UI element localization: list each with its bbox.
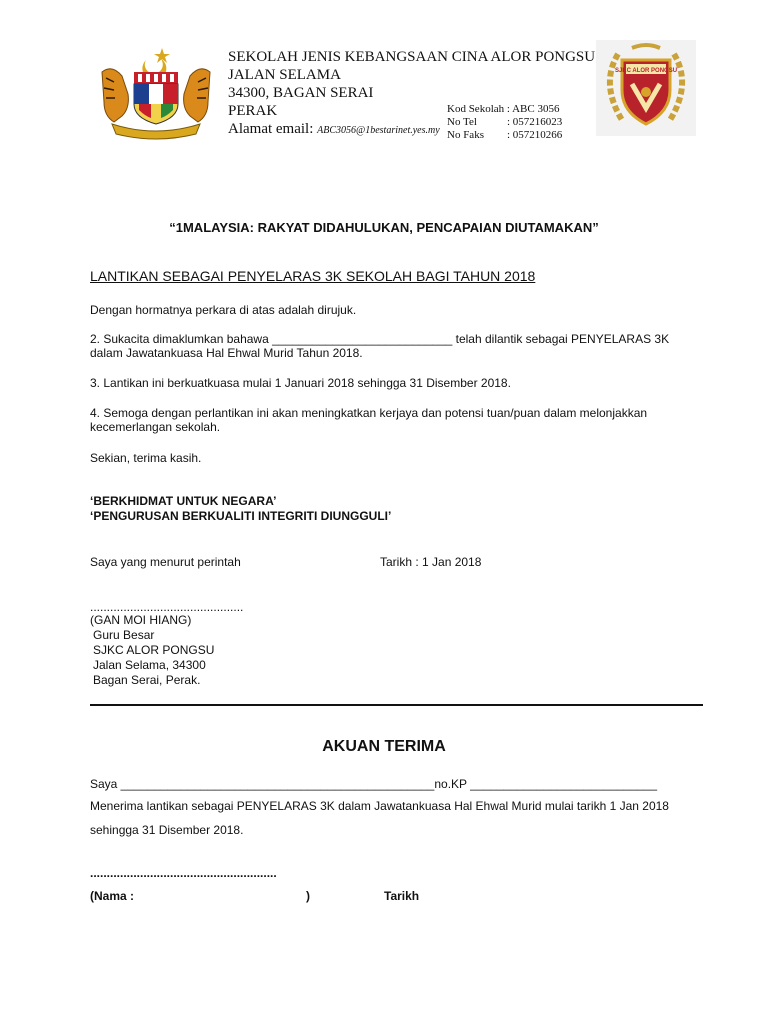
faks-value: : 057210266 xyxy=(507,129,563,141)
ack-line-3: sehingga 31 Disember 2018. xyxy=(90,823,244,837)
paragraph-4-line-2: kecemerlangan sekolah. xyxy=(90,420,221,434)
ack-signature-line: ........................................................ xyxy=(90,866,277,880)
tel-value: : 057216023 xyxy=(507,116,563,128)
motto: “1MALAYSIA: RAKYAT DIDAHULUKAN, PENCAPAIAN DIUTAMAKAN” xyxy=(169,220,599,235)
tel-label: No Tel xyxy=(447,116,477,128)
signatory-title: Guru Besar xyxy=(93,628,155,642)
by-order: Saya yang menurut perintah xyxy=(90,555,241,569)
badge-text: SJKC ALOR PONGSU xyxy=(614,68,678,74)
ack-heading: AKUAN TERIMA xyxy=(322,738,446,755)
section-divider xyxy=(90,704,703,706)
address-postcode-city: 34300, BAGAN SERAI xyxy=(228,85,374,101)
signatory-address-2: Bagan Serai, Perak. xyxy=(93,673,201,687)
paragraph-3: 3. Lantikan ini berkuatkuasa mulai 1 Januari 2018 sehingga 31 Disember 2018. xyxy=(90,376,511,390)
school-name: SEKOLAH JENIS KEBANGSAAN CINA ALOR PONGSU xyxy=(228,49,596,65)
email-label: Alamat email: xyxy=(228,121,314,137)
email-value: ABC3056@1bestarinet.yes.my xyxy=(317,125,440,136)
faks-label: No Faks xyxy=(447,129,484,141)
email-line xyxy=(228,120,440,140)
school-badge-logo xyxy=(596,40,696,136)
paragraph-2-line-1: 2. Sukacita dimaklumkan bahawa ___________________________ telah dilantik sebagai PENYELARAS 3K xyxy=(90,332,670,346)
ack-line-1: Saya _______________________________________________no.KP ____________________________ xyxy=(90,777,658,791)
signatory-name: (GAN MOI HIANG) xyxy=(90,613,192,627)
ack-name-close: ) xyxy=(306,889,310,903)
slogan-1: ‘BERKHIDMAT UNTUK NEGARA’ xyxy=(90,494,277,508)
closing: Sekian, terima kasih. xyxy=(90,451,202,465)
paragraph-2-line-2: dalam Jawatankuasa Hal Ehwal Murid Tahun 2018. xyxy=(90,346,363,360)
paragraph-1: Dengan hormatnya perkara di atas adalah dirujuk. xyxy=(90,303,357,317)
signature-line: .............................................. xyxy=(90,600,244,614)
signatory-school: SJKC ALOR PONGSU xyxy=(93,643,215,657)
kod-sekolah: Kod Sekolah : ABC 3056 xyxy=(447,103,560,115)
address-state: PERAK xyxy=(228,103,278,119)
paragraph-4-line-1: 4. Semoga dengan perlantikan ini akan meningkatkan kerjaya dan potensi tuan/puan dalam melonjakkan xyxy=(90,406,648,420)
letter-subject: LANTIKAN SEBAGAI PENYELARAS 3K SEKOLAH BAGI TAHUN 2018 xyxy=(90,268,536,284)
slogan-2: ‘PENGURUSAN BERKUALITI INTEGRITI DIUNGGULI’ xyxy=(90,509,392,523)
address-street: JALAN SELAMA xyxy=(228,67,341,83)
ack-name-label: (Nama : xyxy=(90,889,135,903)
ack-date-label: Tarikh xyxy=(384,889,420,903)
letter-date: Tarikh : 1 Jan 2018 xyxy=(380,555,482,569)
signatory-address-1: Jalan Selama, 34300 xyxy=(93,658,206,672)
ack-line-2: Menerima lantikan sebagai PENYELARAS 3K dalam Jawatankuasa Hal Ehwal Murid mulai tarikh 1 Jan 2018 xyxy=(90,799,669,813)
malaysia-coat-of-arms-logo xyxy=(94,42,218,142)
